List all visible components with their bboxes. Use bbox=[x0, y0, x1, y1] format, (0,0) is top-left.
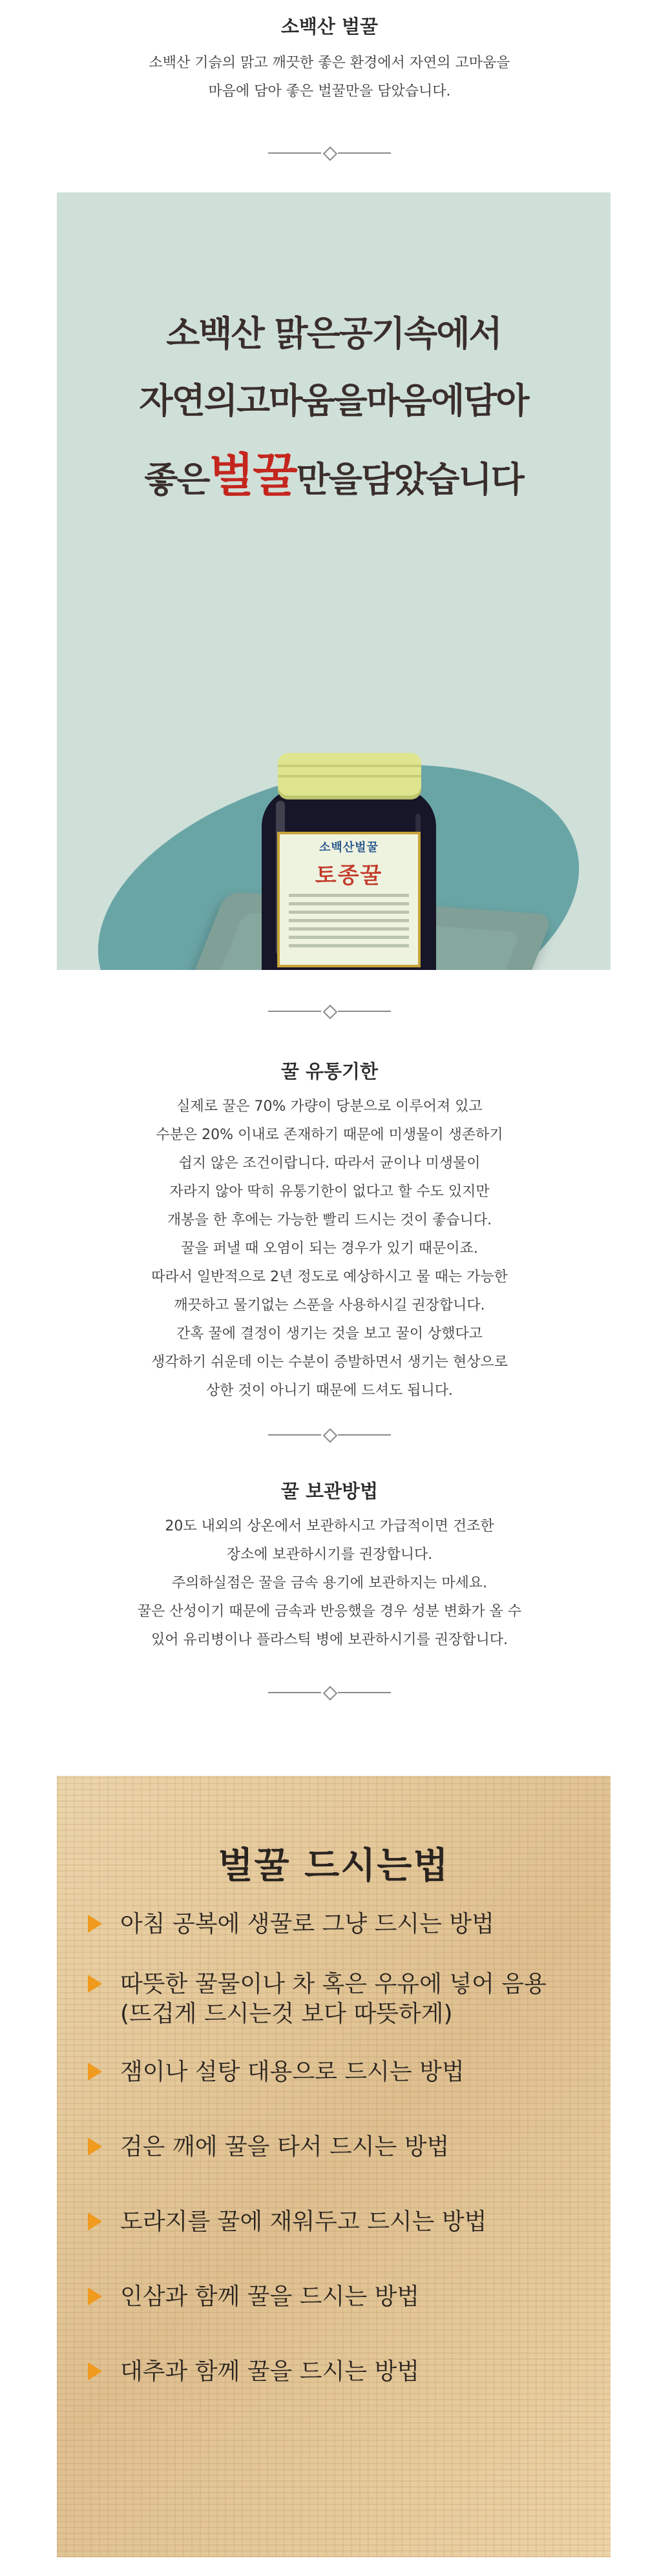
expiry-title: 꿀 유통기한 bbox=[280, 1060, 379, 1082]
hero-line-3-post: 만을담았습니다 bbox=[296, 459, 523, 500]
divider bbox=[268, 1429, 391, 1441]
how-to-eat-panel bbox=[57, 1776, 611, 2557]
triangle-bullet-icon bbox=[88, 1975, 102, 1993]
how-to-step bbox=[88, 1970, 547, 2029]
divider bbox=[268, 1005, 391, 1017]
expiry-line: 개봉을 한 후에는 가능한 빨리 드시는 것이 좋습니다. bbox=[167, 1212, 492, 1228]
storage-line: 있어 유리병이나 플라스틱 병에 보관하시기를 권장합니다. bbox=[151, 1632, 508, 1648]
intro-line: 소백산 기슭의 맑고 깨끗한 좋은 환경에서 자연의 고마움을 bbox=[149, 55, 510, 71]
triangle-bullet-icon bbox=[88, 2212, 102, 2231]
expiry-line: 쉽지 않은 조건이랍니다. 따라서 균이나 미생물이 bbox=[178, 1155, 481, 1171]
storage-title: 꿀 보관방법 bbox=[280, 1480, 379, 1502]
step-text-note: (뜨겁게 드시는것 보다 따뜻하게) bbox=[120, 2001, 453, 2027]
expiry-line: 깨끗하고 물기없는 스푼을 사용하시길 권장합니다. bbox=[174, 1297, 485, 1314]
expiry-line: 상한 것이 아니기 때문에 드셔도 됩니다. bbox=[206, 1383, 453, 1399]
hero-line-1: 소백산 맑은공기속에서 bbox=[166, 313, 501, 354]
hero-line-3 bbox=[57, 438, 611, 505]
jar-lid bbox=[278, 753, 421, 799]
hero-line-3-pre: 좋은 bbox=[144, 459, 209, 500]
step-text: 대추과 함께 꿀을 드시는 방법 bbox=[120, 2358, 420, 2385]
jar-label-brand: 소백산벌꿀 bbox=[319, 841, 379, 854]
storage-section bbox=[0, 1479, 659, 1654]
storage-line: 20도 내외의 상온에서 보관하시고 가급적이면 건조한 bbox=[165, 1518, 494, 1534]
expiry-line: 생각하기 쉬운데 이는 수분이 증발하면서 생기는 현상으로 bbox=[151, 1354, 508, 1370]
storage-line: 꿀은 산성이기 때문에 금속과 반응했을 경우 성분 변화가 올 수 bbox=[137, 1603, 522, 1620]
expiry-line: 실제로 꿀은 70% 가량이 당분으로 이루어져 있고 bbox=[176, 1098, 483, 1115]
expiry-line: 따라서 일반적으로 2년 정도로 예상하시고 물 때는 가능한 bbox=[151, 1269, 508, 1285]
storage-line: 주의하실점은 꿀을 금속 용기에 보관하지는 마세요. bbox=[171, 1575, 488, 1591]
step-text: 따뜻한 꿀물이나 차 혹은 우유에 넣어 음용 bbox=[120, 1971, 547, 1997]
step-text: 잼이나 설탕 대용으로 드시는 방법 bbox=[120, 2059, 465, 2085]
how-to-eat-title: 벌꿀 드시는법 bbox=[218, 1845, 450, 1887]
expiry-line: 꿀을 퍼낼 때 오염이 되는 경우가 있기 때문이죠. bbox=[181, 1241, 478, 1257]
how-to-step bbox=[88, 2282, 419, 2312]
step-text: 검은 깨에 꿀을 타서 드시는 방법 bbox=[120, 2134, 450, 2160]
triangle-bullet-icon bbox=[88, 2063, 102, 2081]
triangle-bullet-icon bbox=[88, 2287, 102, 2305]
expiry-line: 간혹 꿀에 결정이 생기는 것을 보고 꿀이 상했다고 bbox=[176, 1326, 483, 1342]
expiry-line: 수분은 20% 이내로 존재하기 때문에 미생물이 생존하기 bbox=[156, 1127, 503, 1143]
hero-highlight-word: 벌꿀 bbox=[209, 448, 297, 502]
divider bbox=[268, 147, 391, 159]
how-to-step bbox=[88, 2207, 486, 2237]
intro-line: 마음에 담아 좋은 벌꿀만을 담았습니다. bbox=[208, 83, 451, 99]
jar-label-product: 토종꿀 bbox=[315, 863, 383, 889]
expiry-section bbox=[0, 1059, 659, 1405]
how-to-step bbox=[88, 2357, 419, 2387]
hero-line-2: 자연의고마움을마음에담아 bbox=[139, 380, 528, 421]
hero-banner bbox=[57, 192, 611, 970]
step-text: 인삼과 함께 꿀을 드시는 방법 bbox=[120, 2283, 420, 2310]
jar-label bbox=[277, 832, 421, 967]
how-to-step bbox=[88, 1910, 494, 1939]
triangle-bullet-icon bbox=[88, 1915, 102, 1933]
triangle-bullet-icon bbox=[88, 2362, 102, 2380]
how-to-step bbox=[88, 2132, 449, 2162]
intro-title: 소백산 벌꿀 bbox=[280, 15, 379, 37]
expiry-line: 자라지 않아 딱히 유통기한이 없다고 할 수도 있지만 bbox=[169, 1184, 490, 1200]
step-text: 도라지를 꿀에 재워두고 드시는 방법 bbox=[120, 2209, 487, 2235]
step-text: 아침 공복에 생꿀로 그냥 드시는 방법 bbox=[120, 1911, 494, 1937]
intro-section bbox=[0, 14, 659, 106]
triangle-bullet-icon bbox=[88, 2138, 102, 2156]
storage-line: 장소에 보관하시기를 권장합니다. bbox=[226, 1547, 433, 1563]
how-to-step bbox=[88, 2057, 465, 2087]
divider bbox=[268, 1687, 391, 1698]
